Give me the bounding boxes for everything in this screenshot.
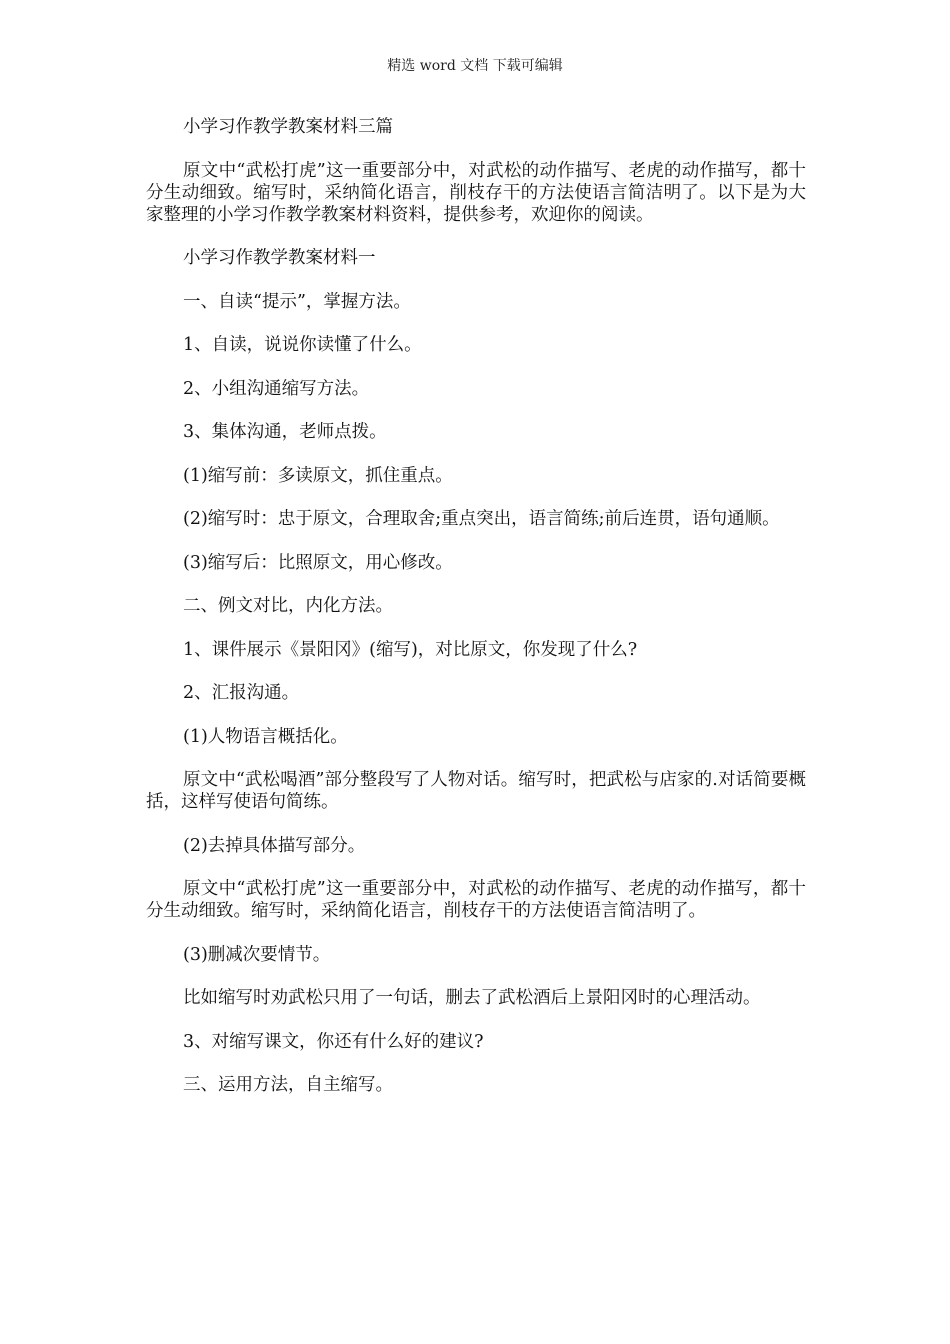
- sub-item: (2)去掉具体描写部分。: [183, 835, 366, 856]
- list-item: 2、汇报沟通。: [183, 683, 300, 703]
- sub-item: (3)缩写后：比照原文，用心修改。: [183, 552, 453, 573]
- document-title: 小学习作教学教案材料三篇: [183, 117, 393, 137]
- list-item: 2、小组沟通缩写方法。: [183, 378, 370, 399]
- intro-paragraph: 原文中“武松打虎”这一重要部分中，对武松的动作描写、老虎的动作描写，都十分生动细致。缩写时，采纳简化语言，削枝存干的方法使语言简洁明了。以下是为大家整理的小学习作教学教案材料资料，提供参考，欢迎你的阅读。: [146, 160, 806, 225]
- page-header: 精选 word 文档 下载可编辑: [387, 58, 563, 74]
- body-paragraph: 原文中“武松喝酒”部分整段写了人物对话。缩写时，把武松与店家的.对话简要概括，这样写使语句简练。: [146, 770, 806, 812]
- section-heading: 三、运用方法，自主缩写。: [183, 1075, 393, 1095]
- list-item: 3、集体沟通，老师点拨。: [183, 422, 387, 442]
- body-paragraph: 比如缩写时劝武松只用了一句话，删去了武松酒后上景阳冈时的心理活动。: [183, 988, 761, 1008]
- list-item: 1、课件展示《景阳冈》(缩写)，对比原文，你发现了什么?: [183, 639, 638, 660]
- sub-item: (1)缩写前：多读原文，抓住重点。: [183, 465, 453, 486]
- body-paragraph: 原文中“武松打虎”这一重要部分中，对武松的动作描写、老虎的动作描写，都十分生动细致。缩写时，采纳简化语言，削枝存干的方法使语言简洁明了。: [146, 879, 806, 921]
- list-item: 1、自读，说说你读懂了什么。: [183, 335, 422, 355]
- list-item: 3、对缩写课文，你还有什么好的建议?: [183, 1031, 484, 1052]
- section-heading: 一、自读“提示”，掌握方法。: [183, 291, 411, 312]
- sub-item: (3)删减次要情节。: [183, 944, 331, 965]
- section-heading: 二、例文对比，内化方法。: [183, 596, 393, 616]
- sub-item: (2)缩写时：忠于原文，合理取舍;重点突出，语言简练;前后连贯，语句通顺。: [183, 509, 780, 529]
- sub-item: (1)人物语言概括化。: [183, 726, 348, 747]
- document-body: [146, 116, 806, 1118]
- section-title: 小学习作教学教案材料一: [183, 248, 376, 268]
